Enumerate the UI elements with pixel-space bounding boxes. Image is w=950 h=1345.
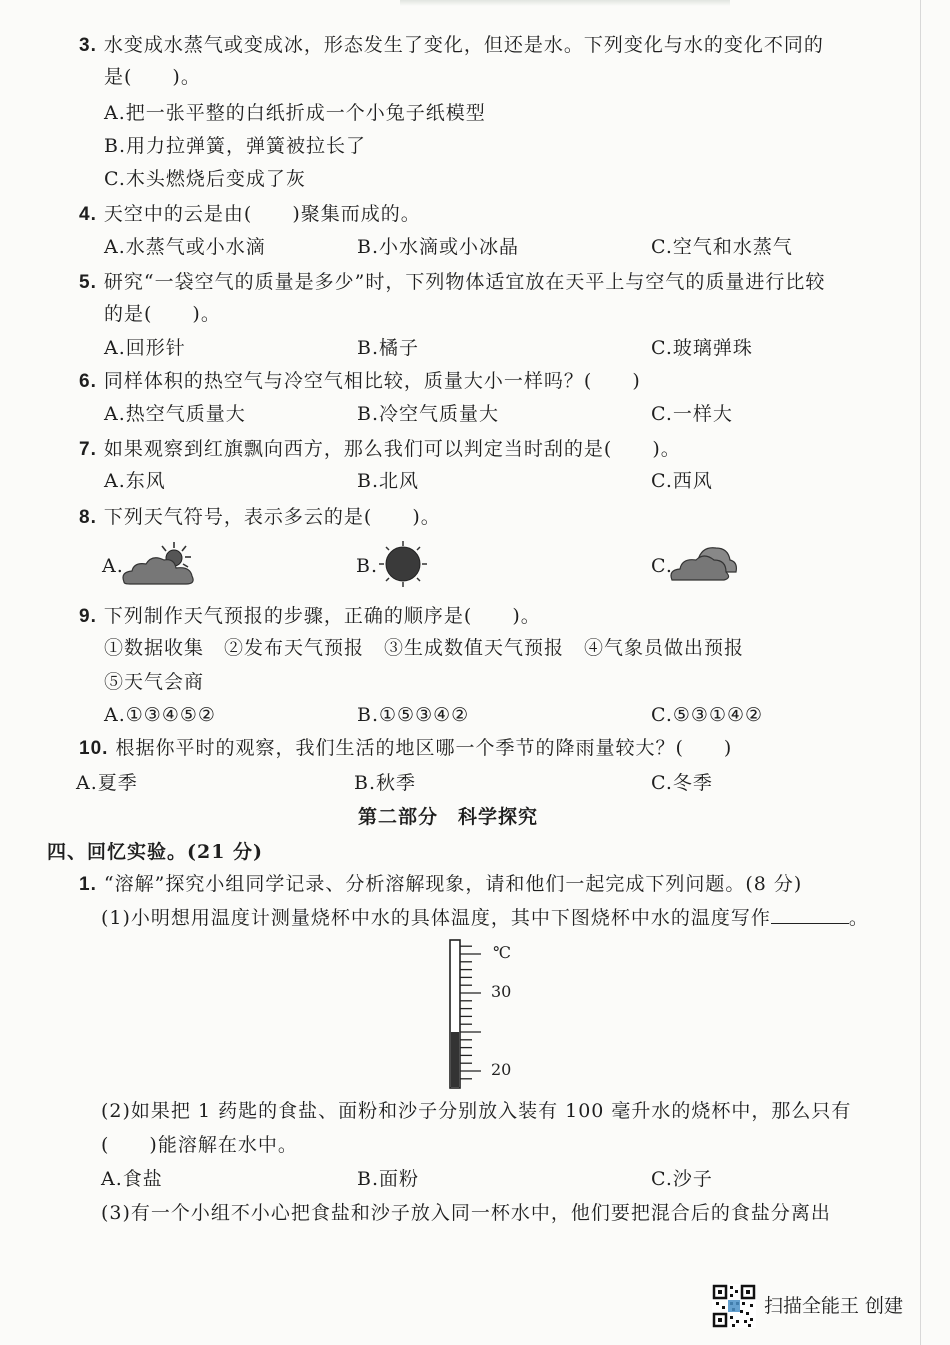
exp1-sub2-line1: (2)如果把 1 药匙的食盐、面粉和沙子分别放入装有 100 毫升水的烧杯中，那么只有	[101, 1100, 852, 1122]
section4-heading: 四、回忆实验。(21 分)	[47, 841, 264, 863]
q3-number: 3.	[79, 35, 97, 56]
q4-number: 4.	[79, 204, 97, 225]
answer-blank[interactable]	[771, 905, 849, 924]
cloudy-icon	[668, 542, 738, 584]
q9-step5: ⑤天气会商	[104, 671, 205, 693]
q9-text: 下列制作天气预报的步骤，正确的顺序是( )。	[103, 605, 541, 627]
exp1-sub1-text: (1)小明想用温度计测量烧杯中水的具体温度，其中下图烧杯中水的温度写作	[101, 907, 771, 929]
q7-stem	[79, 437, 681, 462]
q8-option-b-label: B.	[356, 555, 379, 577]
q10-number: 10.	[79, 738, 109, 759]
q4-option-c: C.空气和水蒸气	[651, 236, 793, 258]
q10-text: 根据你平时的观察，我们生活的地区哪一个季节的降雨量较大？( )	[115, 737, 733, 759]
q6-stem	[79, 369, 641, 394]
q3-option-b: B.用力拉弹簧，弹簧被拉长了	[104, 135, 367, 157]
part2-title: 第二部分 科学探究	[358, 806, 539, 828]
scan-shade	[400, 0, 730, 6]
qr-code-icon	[712, 1284, 756, 1328]
q10-option-c: C.冬季	[651, 772, 713, 794]
q9-option-c: C.⑤③①④②	[651, 704, 764, 726]
q7-option-a: A.东风	[104, 470, 166, 492]
scanner-watermark: 扫描全能王 创建	[764, 1295, 904, 1317]
thermometer-label-20: 20	[491, 1060, 512, 1079]
q5-option-c: C.玻璃弹珠	[651, 337, 753, 359]
q3-option-a: A.把一张平整的白纸折成一个小兔子纸模型	[104, 102, 486, 124]
page-edge	[920, 0, 921, 1345]
q7-option-b: B.北风	[357, 470, 420, 492]
thermometer-liquid	[451, 1032, 459, 1087]
exp1-sub3: (3)有一个小组不小心把食盐和沙子放入同一杯水中，他们要把混合后的食盐分离出	[101, 1202, 831, 1224]
q5-number: 5.	[79, 272, 97, 293]
q10-option-a: A.夏季	[76, 772, 138, 794]
q9-number: 9.	[79, 606, 97, 627]
sunny-icon	[374, 540, 432, 588]
q4-option-a: A.水蒸气或小水滴	[104, 236, 266, 258]
exp1-stem	[79, 872, 802, 897]
exp1-sub1	[101, 905, 869, 930]
q7-text: 如果观察到红旗飘向西方，那么我们可以判定当时刮的是( )。	[103, 438, 681, 460]
q7-number: 7.	[79, 439, 97, 460]
q8-option-a-label: A.	[102, 555, 124, 577]
exp1-sub2-line2: ( )能溶解在水中。	[101, 1134, 298, 1156]
exp1-text: “溶解”探究小组同学记录、分析溶解现象，请和他们一起完成下列问题。(8 分)	[103, 873, 803, 895]
thermometer	[445, 938, 525, 1094]
exp1-option-c: C.沙子	[651, 1168, 713, 1190]
q3-text: 水变成水蒸气或变成冰，形态发生了变化，但还是水。下列变化与水的变化不同的	[103, 34, 824, 56]
q9-option-b: B.①⑤③④②	[357, 704, 470, 726]
q5-text: 研究“一袋空气的质量是多少”时，下列物体适宜放在天平上与空气的质量进行比较	[103, 271, 826, 293]
q6-number: 6.	[79, 371, 97, 392]
q8-option-c-label: C.	[651, 555, 673, 577]
q5-stem-line1	[79, 270, 825, 295]
q3-stem-line2: 是( )。	[104, 66, 201, 88]
q9-option-a: A.①③④⑤②	[104, 704, 216, 726]
q9-steps: ①数据收集 ②发布天气预报 ③生成数值天气预报 ④气象员做出预报	[104, 637, 745, 659]
exp1-option-b: B.面粉	[357, 1168, 420, 1190]
q8-stem	[79, 505, 441, 530]
q4-stem	[79, 202, 421, 227]
q3-stem-line1	[79, 33, 824, 58]
q8-text: 下列天气符号，表示多云的是( )。	[103, 506, 441, 528]
q5-stem-line2: 的是( )。	[104, 303, 221, 325]
q5-option-a: A.回形针	[104, 337, 186, 359]
q4-option-b: B.小水滴或小冰晶	[357, 236, 520, 258]
q6-option-c: C.一样大	[651, 403, 733, 425]
partly-cloudy-icon	[120, 540, 200, 588]
q4-text: 天空中的云是由( )聚集而成的。	[103, 203, 421, 225]
q10-stem	[79, 736, 732, 761]
exp1-option-a: A.食盐	[101, 1168, 163, 1190]
exp1-number: 1.	[79, 874, 97, 895]
q6-option-a: A.热空气质量大	[104, 403, 246, 425]
q7-option-c: C.西风	[651, 470, 713, 492]
thermometer-label-30: 30	[491, 982, 512, 1001]
q6-text: 同样体积的热空气与冷空气相比较，质量大小一样吗？( )	[103, 370, 641, 392]
q5-option-b: B.橘子	[357, 337, 420, 359]
q3-option-c: C.木头燃烧后变成了灰	[104, 168, 306, 190]
q9-stem	[79, 604, 541, 629]
q6-option-b: B.冷空气质量大	[357, 403, 500, 425]
q10-option-b: B.秋季	[354, 772, 417, 794]
thermometer-unit: ℃	[493, 943, 511, 962]
q8-number: 8.	[79, 507, 97, 528]
exp1-sub1-end: 。	[848, 907, 869, 929]
